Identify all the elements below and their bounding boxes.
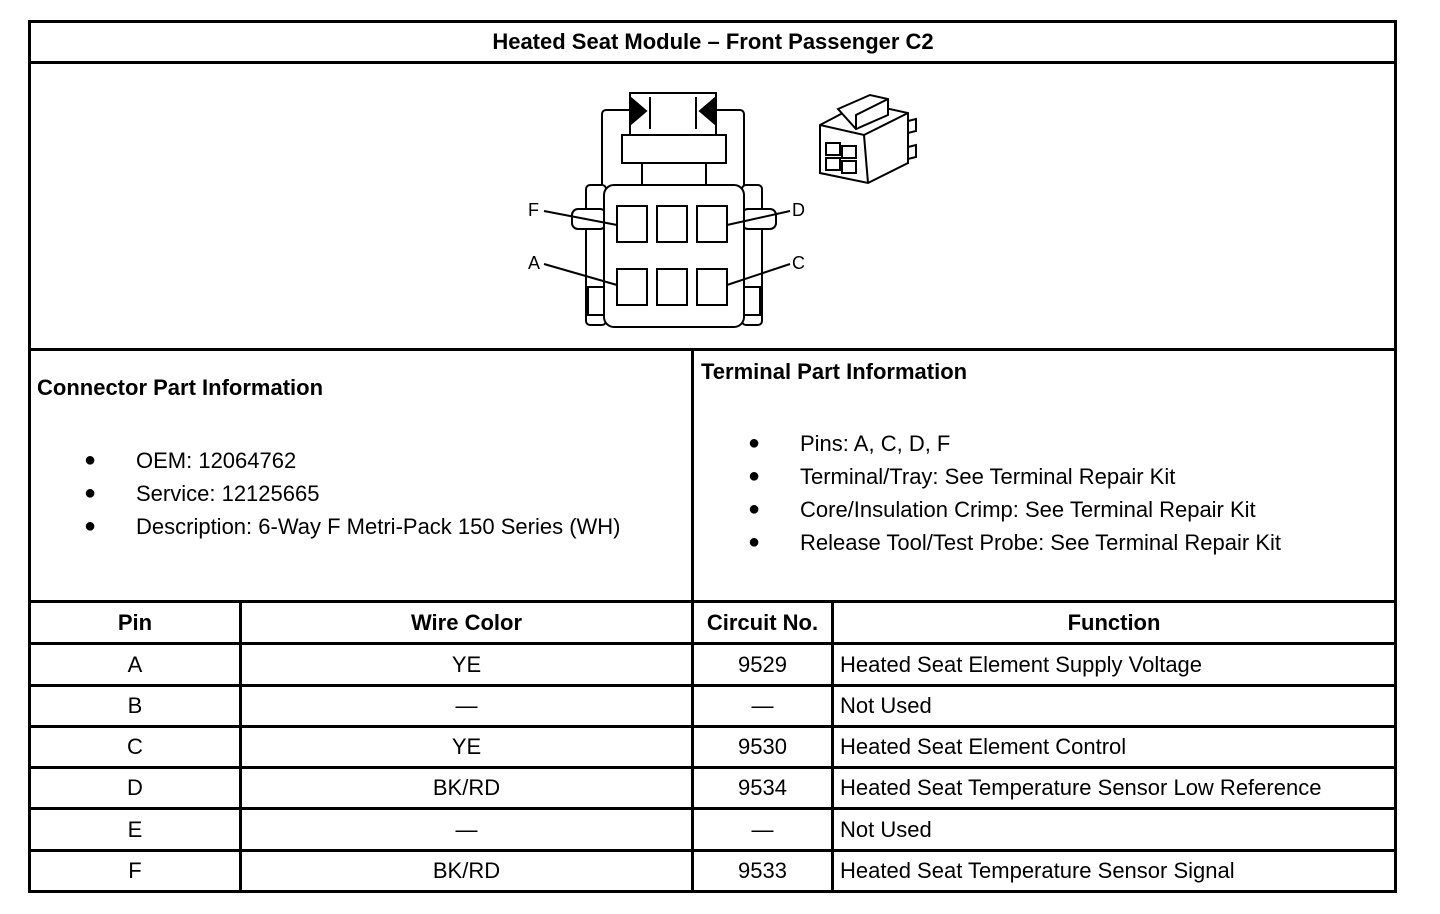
divider-diagram <box>28 348 1397 351</box>
page-title: Heated Seat Module – Front Passenger C2 <box>492 29 934 54</box>
terminal-crimp: Core/Insulation Crimp: See Terminal Repair Kit <box>800 497 1256 522</box>
table-row-d-pin: D <box>127 775 143 800</box>
terminal-tray: Terminal/Tray: See Terminal Repair Kit <box>800 464 1176 489</box>
table-row-e-function: Not Used <box>840 817 932 842</box>
table-row-d-circuit: 9534 <box>738 775 787 800</box>
connector-info-list <box>84 444 690 543</box>
bullet-icon: ● <box>84 449 97 471</box>
connector-diagram <box>520 85 940 335</box>
connector-description: Description: 6-Way F Metri-Pack 150 Series (WH) <box>136 514 621 539</box>
col-header-function: Function <box>1067 610 1161 635</box>
connector-service: Service: 12125665 <box>136 481 320 506</box>
list-item <box>748 526 1388 559</box>
col-header-pin: Pin <box>117 610 153 635</box>
table-row-c-circuit: 9530 <box>738 734 787 759</box>
list-item <box>84 510 690 543</box>
table-row-e-pin: E <box>127 817 143 842</box>
pin-label-f: F <box>528 200 539 220</box>
table-row-f-pin: F <box>128 858 142 883</box>
table-row-a-function: Heated Seat Element Supply Voltage <box>840 652 1203 677</box>
table-row-e-circuit: — <box>751 817 774 842</box>
table-row-a-wire: YE <box>451 652 482 677</box>
list-item <box>84 477 690 510</box>
table-row-b-pin: B <box>127 693 143 718</box>
pin-label-d: D <box>792 200 805 220</box>
bullet-icon: ● <box>84 482 97 504</box>
bullet-icon: ● <box>748 531 761 553</box>
table-row-f-circuit: 9533 <box>738 858 787 883</box>
divider-col-circuit <box>831 600 834 893</box>
terminal-release-tool: Release Tool/Test Probe: See Terminal Repair Kit <box>800 530 1281 555</box>
table-row-e-wire: — <box>455 817 478 842</box>
table-row-b-circuit: — <box>751 693 774 718</box>
list-item <box>748 427 1388 460</box>
table-row-d-function: Heated Seat Temperature Sensor Low Reference <box>840 775 1322 800</box>
list-item <box>84 444 690 477</box>
col-header-wire-color: Wire Color <box>410 610 523 635</box>
connector-oem: OEM: 12064762 <box>136 448 297 473</box>
connector-info-heading: Connector Part Information <box>37 375 324 400</box>
terminal-info-heading: Terminal Part Information <box>701 359 968 384</box>
table-row-f-wire: BK/RD <box>432 858 501 883</box>
connector-isometric-icon <box>820 95 916 183</box>
table-row-c-function: Heated Seat Element Control <box>840 734 1127 759</box>
bullet-icon: ● <box>748 432 761 454</box>
table-row-b-wire: — <box>455 693 478 718</box>
table-row-a-pin: A <box>127 652 143 677</box>
table-row-d-wire: BK/RD <box>432 775 501 800</box>
table-row-f-function: Heated Seat Temperature Sensor Signal <box>840 858 1235 883</box>
col-header-circuit: Circuit No. <box>706 610 819 635</box>
list-item <box>748 493 1388 526</box>
list-item <box>748 460 1388 493</box>
table-row-b-function: Not Used <box>840 693 932 718</box>
table-row-c-wire: YE <box>451 734 482 759</box>
bullet-icon: ● <box>748 498 761 520</box>
bullet-icon: ● <box>748 465 761 487</box>
divider-info-columns <box>691 348 694 603</box>
bullet-icon: ● <box>84 515 97 537</box>
terminal-pins: Pins: A, C, D, F <box>800 431 951 456</box>
table-row-a-circuit: 9529 <box>738 652 787 677</box>
table-row-c-pin: C <box>127 734 143 759</box>
pin-label-c: C <box>792 253 805 273</box>
pin-label-a: A <box>528 253 541 273</box>
terminal-info-list <box>748 427 1388 559</box>
